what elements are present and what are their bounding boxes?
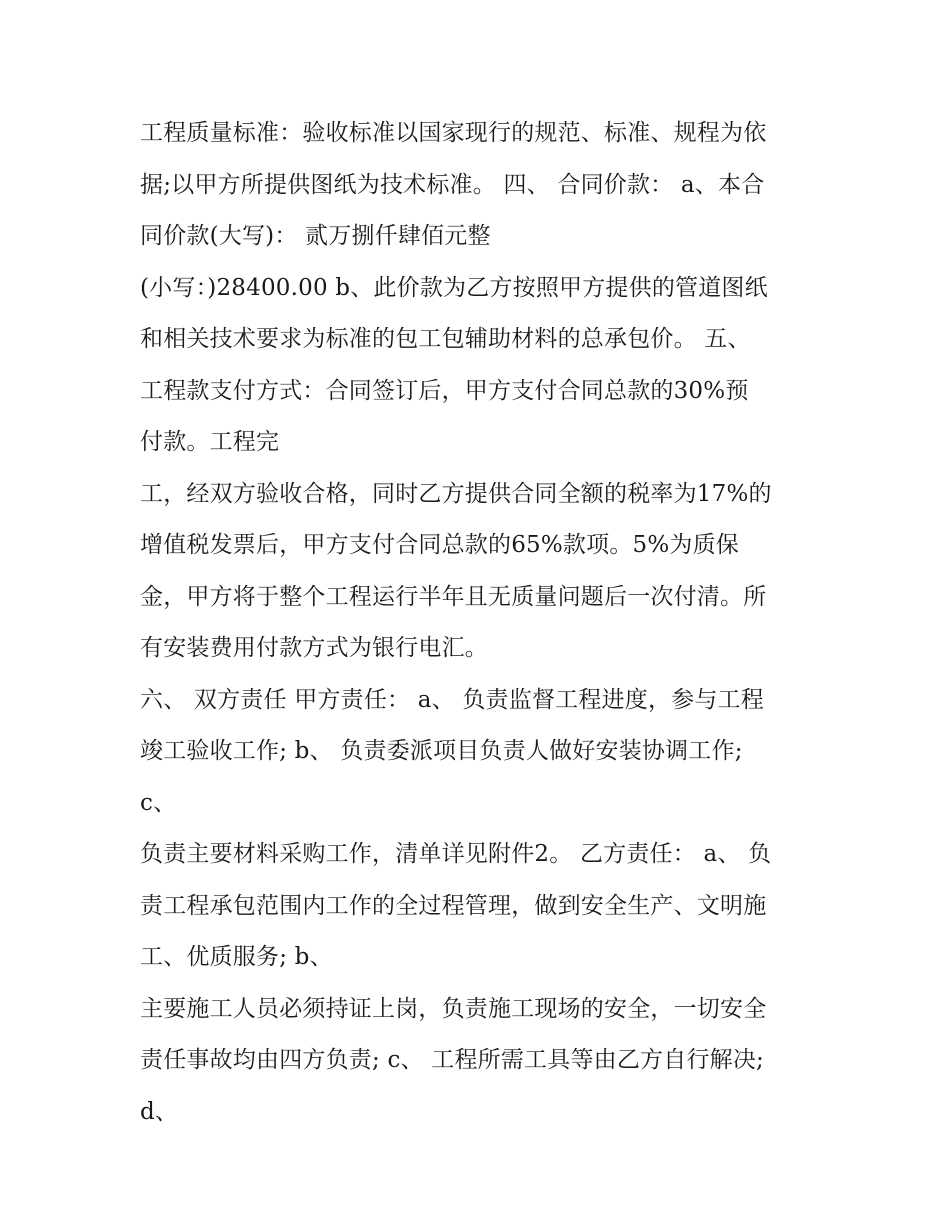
contract-text-block <box>140 108 830 1138</box>
text-line: 金，甲方将于整个工程运行半年且无质量问题后一次付清。所 <box>140 583 767 610</box>
text-line: 工，经双方验收合格，同时乙方提供合同全额的税率为17%的 <box>140 480 772 507</box>
text-line: c、 <box>140 789 177 816</box>
text-line: 负责主要材料采购工作，清单详见附件2。 乙方责任： a、 负 <box>140 841 772 867</box>
text-line: 增值税发票后，甲方支付合同总款的65%款项。5%为质保 <box>140 532 740 558</box>
text-line: 主要施工人员必须持证上岗，负责施工现场的安全，一切安全 <box>140 995 767 1022</box>
text-line: 付款。工程完 <box>140 429 280 455</box>
text-line: 工程款支付方式：合同签订后，甲方支付合同总款的30%预 <box>140 377 749 404</box>
text-line: d、 <box>140 1098 179 1125</box>
text-line: 有安装费用付款方式为银行电汇。 <box>140 635 488 661</box>
text-line: 据;以甲方所提供图纸为技术标准。 四、 合同价款： a、本合 <box>140 171 765 198</box>
text-line: 和相关技术要求为标准的包工包辅助材料的总承包价。 五、 <box>140 326 751 352</box>
text-line: 工、优质服务; b、 <box>140 944 333 970</box>
text-line: 责工程承包范围内工作的全过程管理，做到安全生产、文明施 <box>140 892 767 919</box>
text-line: 工程质量标准：验收标准以国家现行的规范、标准、规程为依 <box>140 120 767 146</box>
text-line: 六、 双方责任 甲方责任： a、 负责监督工程进度，参与工程 <box>140 686 764 713</box>
text-line: 责任事故均由四方负责; c、 工程所需工具等由乙方自行解决; <box>140 1047 765 1073</box>
text-line: 竣工验收工作; b、 负责委派项目负责人做好安装协调工作; <box>140 738 743 764</box>
text-line: (小写：)28400.00 b、此价款为乙方按照甲方提供的管道图纸 <box>140 274 768 301</box>
text-line: 同价款(大写)： 贰万捌仟肆佰元整 <box>140 223 491 249</box>
